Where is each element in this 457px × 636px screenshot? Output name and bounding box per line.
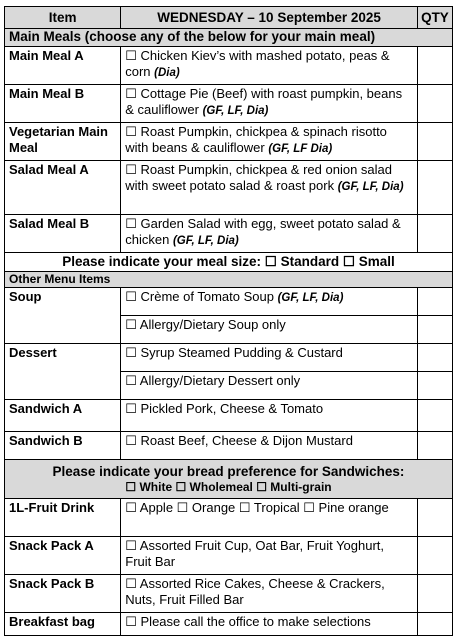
menu-row-vegetarian-main-meal bbox=[5, 123, 453, 161]
menu-row-main-meal-b bbox=[5, 85, 453, 123]
menu-row-sandwich-b bbox=[5, 432, 453, 460]
meal-option-salad-meal-a[interactable] bbox=[121, 161, 418, 215]
row-label: Breakfast bag bbox=[5, 613, 121, 636]
option-text: ☐ Roast Pumpkin, chickpea & red onion salad with sweet potato salad & roast pork bbox=[125, 162, 392, 193]
qty-cell[interactable] bbox=[417, 575, 452, 613]
menu-row-sandwich-a bbox=[5, 400, 453, 432]
row-label: 1L-Fruit Drink bbox=[5, 499, 121, 537]
menu-row-salad-meal-b bbox=[5, 215, 453, 253]
menu-row-soup bbox=[5, 288, 453, 316]
dessert-option-dietary[interactable]: ☐ Allergy/Dietary Dessert only bbox=[121, 372, 418, 400]
other-menu-items-heading: Other Menu Items bbox=[5, 272, 453, 288]
soup-option-dietary[interactable]: ☐ Allergy/Dietary Soup only bbox=[121, 316, 418, 344]
bread-preference-row bbox=[5, 460, 453, 499]
meal-option-main-meal-a[interactable] bbox=[121, 47, 418, 85]
row-label: Snack Pack B bbox=[5, 575, 121, 613]
option-text: ☐ Garden Salad with egg, sweet potato salad & chicken bbox=[125, 216, 401, 247]
dietary-tag: (GF, LF Dia) bbox=[268, 143, 333, 155]
row-label: Sandwich B bbox=[5, 432, 121, 460]
main-meals-section-row bbox=[5, 29, 453, 47]
main-meals-heading: Main Meals (choose any of the below for your main meal) bbox=[5, 29, 453, 47]
sandwich-b-option[interactable]: ☐ Roast Beef, Cheese & Dijon Mustard bbox=[121, 432, 418, 460]
qty-cell[interactable] bbox=[417, 432, 452, 460]
bread-preference-cell bbox=[5, 460, 453, 499]
qty-cell[interactable] bbox=[417, 400, 452, 432]
header-row bbox=[5, 7, 453, 29]
menu-row-salad-meal-a bbox=[5, 161, 453, 215]
menu-order-form bbox=[4, 6, 453, 636]
dietary-tag: (Dia) bbox=[154, 67, 180, 79]
option-text: ☐ Crème of Tomato Soup bbox=[125, 289, 274, 304]
qty-cell[interactable] bbox=[417, 85, 452, 123]
soup-option-tomato[interactable] bbox=[121, 288, 418, 316]
row-label: Main Meal B bbox=[5, 85, 121, 123]
row-label: Snack Pack A bbox=[5, 537, 121, 575]
meal-size-row bbox=[5, 253, 453, 272]
dietary-tag: (GF, LF, Dia) bbox=[172, 235, 239, 247]
meal-option-vegetarian[interactable] bbox=[121, 123, 418, 161]
option-text: ☐ Chicken Kiev’s with mashed potato, peas & corn bbox=[125, 48, 390, 79]
menu-row-dessert bbox=[5, 344, 453, 372]
other-items-section-row bbox=[5, 272, 453, 288]
item-column-header: Item bbox=[5, 7, 121, 29]
row-label: Salad Meal B bbox=[5, 215, 121, 253]
bread-type-selector[interactable]: ☐ White ☐ Wholemeal ☐ Multi-grain bbox=[125, 479, 332, 494]
dietary-tag: (GF, LF, Dia) bbox=[202, 105, 269, 117]
breakfast-bag-option[interactable]: ☐ Please call the office to make selections bbox=[121, 613, 418, 636]
dessert-option-pudding[interactable]: ☐ Syrup Steamed Pudding & Custard bbox=[121, 344, 418, 372]
dietary-tag: (GF, LF, Dia) bbox=[277, 292, 344, 304]
meal-option-main-meal-b[interactable] bbox=[121, 85, 418, 123]
qty-cell[interactable] bbox=[417, 344, 452, 372]
option-text: ☐ Roast Pumpkin, chickpea & spinach risotto with beans & cauliflower bbox=[125, 124, 387, 155]
row-label: Soup bbox=[5, 288, 121, 344]
qty-column-header: QTY bbox=[417, 7, 452, 29]
meal-size-selector[interactable]: Please indicate your meal size: ☐ Standard ☐ Small bbox=[5, 253, 453, 272]
sandwich-a-option[interactable]: ☐ Pickled Pork, Cheese & Tomato bbox=[121, 400, 418, 432]
qty-cell[interactable] bbox=[417, 288, 452, 316]
row-label: Vegetarian Main Meal bbox=[5, 123, 121, 161]
meal-option-salad-meal-b[interactable] bbox=[121, 215, 418, 253]
menu-row-fruit-drink bbox=[5, 499, 453, 537]
menu-row-breakfast-bag bbox=[5, 613, 453, 636]
snack-pack-b-option[interactable]: ☐ Assorted Rice Cakes, Cheese & Crackers, Nuts, Fruit Filled Bar bbox=[121, 575, 418, 613]
option-text: ☐ Cottage Pie (Beef) with roast pumpkin, beans & cauliflower bbox=[125, 86, 403, 117]
menu-row-main-meal-a bbox=[5, 47, 453, 85]
qty-cell[interactable] bbox=[417, 613, 452, 636]
row-label: Main Meal A bbox=[5, 47, 121, 85]
menu-row-snack-pack-b bbox=[5, 575, 453, 613]
row-label: Salad Meal A bbox=[5, 161, 121, 215]
row-label: Dessert bbox=[5, 344, 121, 400]
qty-cell[interactable] bbox=[417, 47, 452, 85]
fruit-drink-options[interactable]: ☐ Apple ☐ Orange ☐ Tropical ☐ Pine orange bbox=[121, 499, 418, 537]
day-date-header: WEDNESDAY – 10 September 2025 bbox=[121, 7, 418, 29]
bread-preference-prompt: Please indicate your bread preference for Sandwiches: bbox=[52, 463, 405, 479]
row-label: Sandwich A bbox=[5, 400, 121, 432]
qty-cell[interactable] bbox=[417, 537, 452, 575]
qty-cell[interactable] bbox=[417, 499, 452, 537]
qty-cell[interactable] bbox=[417, 215, 452, 253]
snack-pack-a-option[interactable]: ☐ Assorted Fruit Cup, Oat Bar, Fruit Yoghurt, Fruit Bar bbox=[121, 537, 418, 575]
qty-cell[interactable] bbox=[417, 123, 452, 161]
menu-row-snack-pack-a bbox=[5, 537, 453, 575]
dietary-tag: (GF, LF, Dia) bbox=[337, 181, 404, 193]
qty-cell[interactable] bbox=[417, 161, 452, 215]
qty-cell[interactable] bbox=[417, 372, 452, 400]
qty-cell[interactable] bbox=[417, 316, 452, 344]
